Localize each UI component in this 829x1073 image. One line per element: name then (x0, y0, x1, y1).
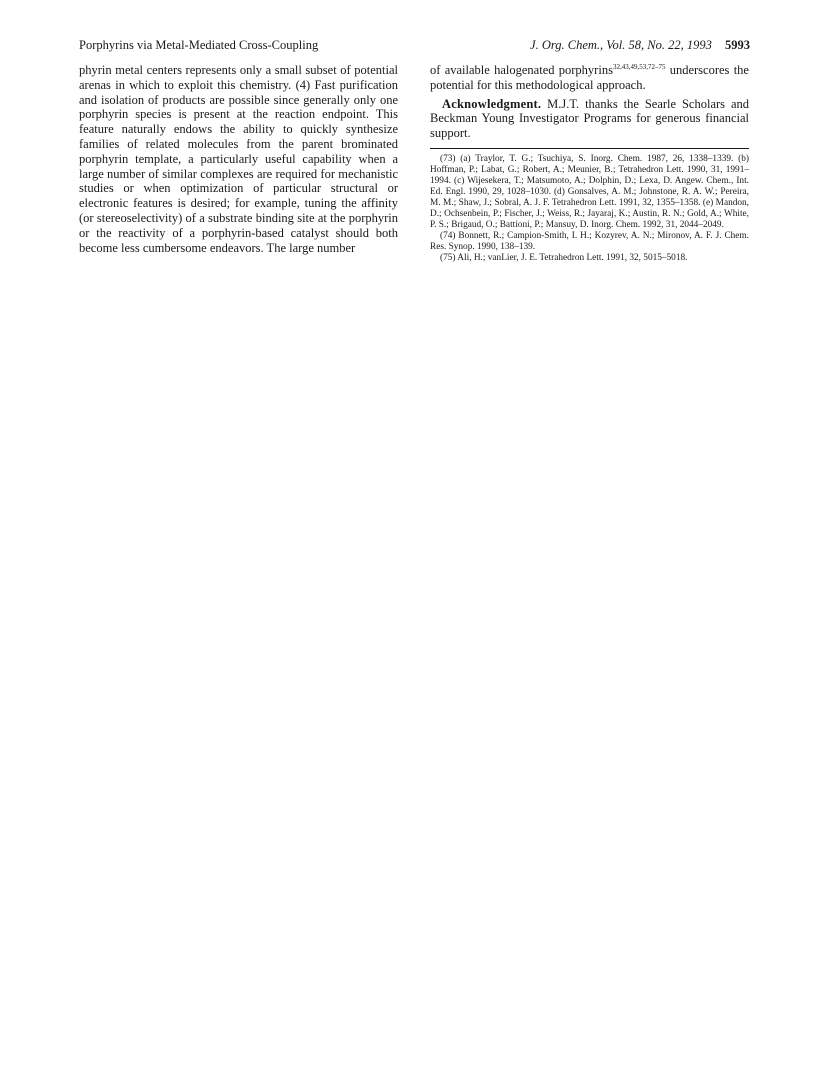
journal-header (530, 38, 750, 53)
page-number: 5993 (725, 38, 750, 52)
reference-item: (75) Ali, H.; vanLier, J. E. Tetrahedron Lett. 1991, 32, 5015–5018. (440, 252, 688, 263)
continuation-text-end: underscores the potential for this methodological approach. (430, 63, 749, 92)
acknowledgment-text: M.J.T. thanks the Searle Scholars and Beckman Young Investigator Programs for generous financial support. (430, 96, 749, 141)
acknowledgment-heading: Acknowledgment. (442, 96, 542, 111)
reference-item: (74) Bonnett, R.; Campion-Smith, I. H.; Kozyrev, A. N.; Mironov, A. F. J. Chem. Res. Synop. 1990, 138–139. (430, 230, 749, 252)
continuation-paragraph (430, 63, 749, 93)
right-column (430, 63, 749, 264)
reference-item: (73) (a) Traylor, T. G.; Tsuchiya, S. Inorg. Chem. 1987, 26, 1338–1339. (b) Hoffman, P.; Labat, G.; Robert, A.; Meunier, B.; Tetrahedron Lett. 1990, 31, 1991–1994. (c) Wijesekera, T.; Matsumoto, A.; Dolphin, D.; Lexa, D. Angew. Chem., Int. Ed. Engl. 1990, 29, 1028–1030. (d) Gonsalves, A. M.; Johnstone, R. A. W.; Pereira, M. M.; Shaw, J.; Sobral, A. J. F. Tetrahedron Lett. 1991, 32, 1355–1358. (e) Mandon, D.; Ochsenbein, P.; Fischer, J.; Weiss, R.; Jayaraj, K.; Austin, R. N.; Gold, A.; White, P. S.; Brigaud, O.; Battioni, P.; Mansuy, D. Inorg. Chem. 1992, 31, 2044–2049. (430, 153, 749, 230)
citation-superscript: 32,43,49,53,72–75 (612, 62, 666, 71)
running-title: Porphyrins via Metal-Mediated Cross-Coupling (79, 38, 319, 52)
journal-citation: J. Org. Chem., Vol. 58, No. 22, 1993 (530, 38, 712, 52)
reference-list (430, 154, 749, 264)
left-column (79, 63, 398, 255)
footnote-divider (430, 148, 749, 149)
continuation-text: of available halogenated porphyrins (430, 63, 613, 77)
acknowledgment (430, 97, 749, 141)
body-paragraph: phyrin metal centers represents only a small subset of potential arenas in which to exploit this chemistry. (4) Fast purification and isolation of products are possible since generally only one porphyrin species is present at the reaction endpoint. This feature naturally endows the ability to quickly synthesize families of related molecules from the parent brominated porphyrin template, a particularly useful capability when a large number of similar complexes are required for mechanistic studies or when optimization of particular structural or electronic features is desired; for example, tuning the affinity (or stereoselectivity) of a substrate binding site at the porphyrin or the reactivity of a porphyrin-based catalyst should both become less cumbersome endeavors. The large number (79, 63, 398, 255)
